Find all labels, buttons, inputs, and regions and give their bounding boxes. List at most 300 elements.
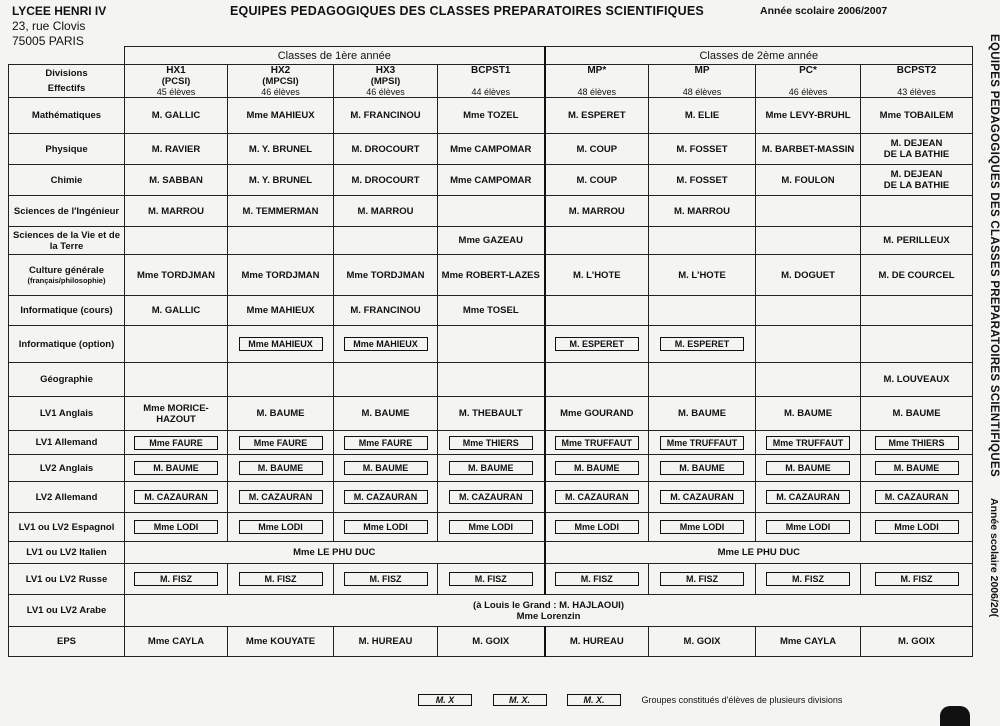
division-header	[438, 65, 545, 98]
subject-label-text: LV1 ou LV2 Italien	[26, 547, 107, 558]
teacher-name: Mme TOZEL	[463, 110, 519, 121]
teacher-cell	[125, 627, 228, 657]
subject-label	[9, 326, 125, 363]
teacher-cell	[438, 326, 545, 363]
group-teacher-box: M. ESPERET	[555, 337, 639, 351]
subject-label	[9, 255, 125, 296]
teacher-name: Mme TORDJMAN	[241, 269, 320, 281]
group-teacher-box: M. BAUME	[449, 461, 533, 475]
corner-empty	[9, 47, 125, 65]
teacher-name: M. COUP	[576, 174, 618, 186]
division-name: PC*	[799, 65, 817, 76]
subject-label-text: LV2 Allemand	[35, 491, 98, 503]
teacher-cell	[756, 513, 861, 542]
teacher-cell	[334, 296, 438, 326]
teacher-cell	[438, 397, 545, 431]
subject-label	[9, 564, 125, 595]
teacher-cell	[756, 627, 861, 657]
table-row	[9, 134, 973, 165]
teacher-name: M. DROCOURT	[351, 143, 420, 155]
teacher-cell	[125, 296, 228, 326]
teacher-name: M. Y. BRUNEL	[248, 174, 313, 186]
subject-label-text: Physique	[45, 143, 88, 155]
teacher-cell	[861, 165, 973, 196]
teacher-cell	[438, 98, 545, 134]
teacher-cell	[438, 564, 545, 595]
division-subtitle	[861, 76, 972, 87]
teacher-cell	[649, 513, 756, 542]
teacher-cell	[861, 482, 973, 513]
subject-label-text: Informatique (option)	[18, 338, 115, 350]
division-name: BCPST1	[471, 65, 511, 76]
group-teacher-box: Mme LODI	[344, 520, 428, 534]
teacher-cell-merged: Mme LE PHU DUC	[545, 542, 973, 564]
subject-label-text: LV1 ou LV2 Russe	[25, 573, 108, 585]
teacher-cell	[649, 455, 756, 482]
teacher-name: Mme MAHIEUX	[246, 305, 315, 316]
teacher-cell	[861, 227, 973, 255]
teacher-cell	[545, 165, 649, 196]
teacher-name: M. BARBET-MASSIN	[761, 143, 855, 155]
table-row	[9, 455, 973, 482]
school-year: Année scolaire 2006/2007	[760, 5, 888, 17]
teacher-cell	[861, 627, 973, 657]
group-teacher-box: Mme MAHIEUX	[239, 337, 323, 351]
teacher-cell	[334, 326, 438, 363]
group-teacher-box: Mme TRUFFAUT	[766, 436, 851, 450]
teacher-cell	[125, 98, 228, 134]
division-header	[334, 65, 438, 98]
teacher-name: M. FOSSET	[676, 174, 728, 186]
group-teacher-box: Mme LODI	[449, 520, 533, 534]
side-year-text: Année scolaire 2006/20(	[988, 498, 1000, 618]
teacher-cell	[228, 482, 334, 513]
subject-label-text: LV2 Anglais	[39, 462, 94, 474]
teacher-name: M. MARROU	[674, 205, 730, 217]
teacher-cell	[438, 455, 545, 482]
teacher-cell	[438, 227, 545, 255]
teacher-cell-merged: (à Louis le Grand : M. HAJLAOUI) Mme Lorenzin	[125, 595, 973, 627]
side-title-text: EQUIPES PEDAGOGIQUES DES CLASSES PREPARATOIRES SCIENTIFIQUES	[988, 34, 1000, 477]
teacher-cell-merged: Mme LE PHU DUC	[125, 542, 545, 564]
teacher-cell	[756, 397, 861, 431]
table-row	[9, 363, 973, 397]
teacher-name: Mme KOUYATE	[245, 636, 316, 647]
subject-label-text: Chimie	[50, 174, 83, 186]
group-teacher-box: Mme LODI	[766, 520, 850, 534]
teacher-cell	[861, 431, 973, 455]
teacher-name: M. MARROU	[568, 205, 625, 217]
group-teacher-box: Mme FAURE	[344, 436, 428, 450]
teacher-name: M. Y. BRUNEL	[248, 143, 313, 155]
division-headcount: 43 élèves	[897, 87, 936, 97]
division-subtitle	[756, 76, 860, 87]
subject-label-text: LV1 ou LV2 Arabe	[26, 605, 107, 616]
teacher-cell	[334, 227, 438, 255]
teacher-cell	[861, 363, 973, 397]
table-row	[9, 513, 973, 542]
division-name: BCPST2	[896, 65, 937, 76]
subject-label-text: Sciences de la Vie et de la Terre	[12, 229, 121, 252]
teacher-cell	[228, 363, 334, 397]
teacher-cell	[861, 134, 973, 165]
teacher-cell	[125, 165, 228, 196]
teacher-cell	[334, 513, 438, 542]
group-teacher-box: Mme MAHIEUX	[344, 337, 428, 351]
divisions-label-text: Divisions	[45, 68, 88, 79]
table-row	[9, 482, 973, 513]
group-teacher-box: M. FISZ	[449, 572, 533, 586]
teacher-cell	[545, 482, 649, 513]
division-header	[545, 65, 649, 98]
teacher-name: M. DROCOURT	[351, 174, 420, 186]
division-name: MP	[694, 65, 710, 76]
subject-label	[9, 196, 125, 227]
teacher-name: Mme GOURAND	[560, 408, 634, 419]
teacher-name: Mme CAMPOMAR	[450, 174, 532, 186]
teacher-name: M. FOSSET	[676, 143, 728, 155]
teacher-cell	[334, 627, 438, 657]
subject-label-text: LV1 Anglais	[39, 408, 94, 419]
teacher-cell	[334, 455, 438, 482]
division-headcount: 48 élèves	[682, 87, 722, 97]
subject-label	[9, 363, 125, 397]
group-teacher-box: M. FISZ	[660, 572, 744, 586]
group-teacher-box: M. FISZ	[239, 572, 323, 586]
side-title	[982, 34, 1000, 718]
teacher-cell	[228, 326, 334, 363]
teacher-cell	[861, 255, 973, 296]
group-teacher-box: M. FISZ	[134, 572, 218, 586]
group-teacher-box: Mme LODI	[134, 520, 218, 534]
teacher-cell	[125, 455, 228, 482]
teacher-cell	[334, 255, 438, 296]
teacher-name: M. DEJEAN DE LA BATHIE	[883, 169, 950, 191]
group-teacher-box: M. BAUME	[239, 461, 323, 475]
teacher-name: M. BAUME	[892, 408, 941, 419]
group-teacher-box: M. FISZ	[555, 572, 639, 586]
teacher-cell	[756, 98, 861, 134]
teacher-cell	[545, 455, 649, 482]
group-teacher-box: Mme THIERS	[875, 436, 959, 450]
teacher-cell	[125, 564, 228, 595]
teacher-name: M. COUP	[576, 143, 618, 155]
table-row	[9, 165, 973, 196]
teacher-name: Mme TORDJMAN	[346, 269, 425, 281]
teacher-name: M. BAUME	[678, 408, 727, 419]
table-body	[9, 98, 973, 657]
teacher-cell	[756, 227, 861, 255]
table-row	[9, 227, 973, 255]
teacher-cell	[228, 165, 334, 196]
group-teacher-box: Mme TRUFFAUT	[555, 436, 640, 450]
division-header	[756, 65, 861, 98]
teacher-name: M. DOGUET	[781, 269, 835, 281]
teacher-name: M. FRANCINOU	[350, 305, 421, 316]
subject-label	[9, 455, 125, 482]
teacher-cell	[649, 482, 756, 513]
division-header	[861, 65, 973, 98]
group-teacher-box: M. BAUME	[766, 461, 850, 475]
division-name: HX3	[375, 65, 396, 76]
group-teacher-box: M. CAZAURAN	[875, 490, 959, 504]
group-teacher-box: M. FISZ	[766, 572, 850, 586]
teacher-name: Mme ROBERT-LAZES	[441, 269, 540, 281]
subject-label	[9, 98, 125, 134]
table-row	[9, 431, 973, 455]
division-name: MP*	[587, 65, 607, 76]
teacher-name: M. ELIE	[684, 110, 720, 121]
teacher-cell	[861, 564, 973, 595]
subject-label	[9, 627, 125, 657]
teacher-cell	[861, 455, 973, 482]
division-headcount: 46 élèves	[261, 87, 300, 97]
teacher-cell	[334, 363, 438, 397]
group-teacher-box: Mme LODI	[875, 520, 959, 534]
teacher-cell	[438, 482, 545, 513]
division-headcount: 48 élèves	[577, 87, 617, 97]
teacher-cell	[756, 326, 861, 363]
teacher-name: M. GALLIC	[151, 110, 201, 121]
teacher-name: Mme MAHIEUX	[246, 110, 315, 121]
teacher-cell	[545, 227, 649, 255]
teacher-name: M. PERILLEUX	[883, 235, 950, 246]
legend-box-1: M. X	[418, 694, 472, 706]
effectifs-label-text: Effectifs	[47, 83, 86, 94]
teacher-cell	[545, 564, 649, 595]
teacher-cell	[438, 255, 545, 296]
teacher-name: M. SABBAN	[149, 174, 203, 186]
teacher-cell	[125, 363, 228, 397]
teacher-cell	[649, 296, 756, 326]
teacher-name: M. L'HOTE	[572, 269, 621, 281]
teacher-name: M. THEBAULT	[458, 408, 523, 419]
group-teacher-box: Mme FAURE	[134, 436, 218, 450]
page-corner-mark	[940, 706, 970, 726]
group-second-year: Classes de 2ème année	[545, 47, 973, 65]
table-row	[9, 542, 973, 564]
teacher-cell	[756, 296, 861, 326]
teacher-name: M. L'HOTE	[678, 269, 726, 281]
subject-label	[9, 165, 125, 196]
teacher-cell	[228, 455, 334, 482]
division-subtitle: (PCSI)	[161, 76, 191, 87]
group-teacher-box: M. CAZAURAN	[766, 490, 850, 504]
table-row	[9, 627, 973, 657]
subject-label	[9, 595, 125, 627]
group-teacher-box: M. BAUME	[134, 461, 218, 475]
teacher-name: M. HUREAU	[569, 636, 624, 647]
teacher-cell	[438, 296, 545, 326]
teacher-cell	[649, 165, 756, 196]
teacher-cell	[861, 296, 973, 326]
teacher-cell	[649, 431, 756, 455]
division-headcount: 44 élèves	[471, 87, 511, 97]
teacher-cell	[756, 431, 861, 455]
school-address-line2: 75005 PARIS	[12, 34, 84, 48]
group-teacher-box: M. FISZ	[344, 572, 428, 586]
teacher-cell	[649, 397, 756, 431]
table-row	[9, 196, 973, 227]
group-teacher-box: Mme FAURE	[239, 436, 323, 450]
division-header	[228, 65, 334, 98]
teacher-cell	[861, 98, 973, 134]
group-teacher-box: M. CAZAURAN	[344, 490, 428, 504]
teacher-cell	[438, 363, 545, 397]
teacher-cell	[756, 482, 861, 513]
subject-label	[9, 397, 125, 431]
teacher-name: Mme CAYLA	[147, 636, 205, 647]
table-row	[9, 326, 973, 363]
teacher-name: M. MARROU	[148, 205, 204, 217]
teacher-cell	[228, 196, 334, 227]
teacher-cell	[228, 296, 334, 326]
teacher-name: Mme MORICE- HAZOUT	[143, 402, 209, 425]
subject-label-text: EPS	[56, 636, 76, 647]
teacher-cell	[545, 296, 649, 326]
division-headcount: 46 élèves	[366, 87, 405, 97]
teacher-cell	[438, 165, 545, 196]
school-name: LYCEE HENRI IV	[12, 4, 107, 18]
teacher-cell	[438, 196, 545, 227]
subject-label-text: Culture générale	[29, 265, 104, 276]
teacher-cell	[334, 165, 438, 196]
teacher-cell	[125, 227, 228, 255]
table-row	[9, 255, 973, 296]
school-header	[12, 4, 106, 49]
teacher-cell	[125, 431, 228, 455]
teacher-cell	[861, 513, 973, 542]
teacher-cell	[861, 326, 973, 363]
teacher-cell	[125, 482, 228, 513]
teacher-cell	[649, 627, 756, 657]
table-row	[9, 98, 973, 134]
division-subtitle	[438, 76, 544, 87]
teacher-cell	[438, 513, 545, 542]
divisions-label	[9, 65, 125, 98]
division-name: HX2	[270, 65, 291, 76]
teacher-cell	[545, 326, 649, 363]
group-teacher-box: M. CAZAURAN	[239, 490, 323, 504]
teacher-cell	[649, 98, 756, 134]
subject-label	[9, 482, 125, 513]
subject-label-text: Mathématiques	[31, 110, 102, 121]
subject-label	[9, 431, 125, 455]
group-teacher-box: Mme LODI	[239, 520, 323, 534]
teacher-name: Mme TORDJMAN	[137, 269, 215, 281]
teacher-cell	[649, 564, 756, 595]
teacher-name: M. FOULON	[781, 174, 835, 186]
group-teacher-box: M. ESPERET	[660, 337, 744, 351]
teacher-cell	[334, 134, 438, 165]
teacher-cell	[438, 134, 545, 165]
subject-label	[9, 542, 125, 564]
teacher-cell	[649, 326, 756, 363]
subject-label-text: Géographie	[40, 374, 93, 385]
teacher-name: M. FRANCINOU	[350, 110, 421, 121]
teacher-cell	[756, 165, 861, 196]
group-teacher-box: Mme LODI	[660, 520, 744, 534]
teacher-cell	[125, 326, 228, 363]
group-first-year: Classes de 1ère année	[125, 47, 545, 65]
group-teacher-box: M. FISZ	[875, 572, 959, 586]
teacher-name: M. MARROU	[357, 205, 414, 217]
group-teacher-box: M. CAZAURAN	[134, 490, 218, 504]
teacher-cell	[545, 196, 649, 227]
group-teacher-box: M. BAUME	[344, 461, 428, 475]
teacher-name: Mme CAMPOMAR	[450, 143, 532, 155]
teacher-cell	[756, 196, 861, 227]
teacher-name: Mme CAYLA	[779, 636, 837, 647]
teacher-cell	[545, 431, 649, 455]
teacher-name: M. BAUME	[256, 408, 305, 419]
group-teacher-box: M. BAUME	[660, 461, 744, 475]
teacher-name: Mme LEVY-BRUHL	[765, 110, 851, 121]
group-teacher-box: Mme TRUFFAUT	[660, 436, 745, 450]
teacher-cell	[649, 227, 756, 255]
subject-label-text: Informatique (cours)	[20, 305, 113, 316]
teacher-name: M. HUREAU	[358, 636, 413, 647]
teacher-cell	[649, 363, 756, 397]
division-name: HX1	[166, 65, 186, 76]
teacher-name: M. LOUVEAUX	[883, 374, 950, 385]
division-subtitle: (MPCSI)	[262, 76, 299, 87]
teacher-name: M. RAVIER	[151, 143, 201, 155]
teacher-cell	[545, 627, 649, 657]
teacher-cell	[861, 397, 973, 431]
division-subtitle	[649, 76, 755, 87]
group-teacher-box: M. CAZAURAN	[555, 490, 639, 504]
teacher-cell	[649, 134, 756, 165]
teacher-cell	[125, 513, 228, 542]
division-header	[125, 65, 228, 98]
group-teacher-box: M. BAUME	[875, 461, 959, 475]
teacher-cell	[334, 482, 438, 513]
teacher-cell	[545, 98, 649, 134]
legend-box-2: M. X.	[493, 694, 547, 706]
teacher-cell	[649, 196, 756, 227]
subject-label	[9, 227, 125, 255]
teacher-cell	[228, 98, 334, 134]
teacher-name: M. BAUME	[784, 408, 833, 419]
group-teacher-box: Mme THIERS	[449, 436, 533, 450]
page-title: EQUIPES PEDAGOGIQUES DES CLASSES PREPARATOIRES SCIENTIFIQUES	[230, 4, 704, 18]
teacher-name: M. BAUME	[361, 408, 410, 419]
group-header-row	[9, 47, 973, 65]
teacher-cell	[334, 564, 438, 595]
subject-sublabel: (français/philosophie)	[27, 276, 106, 285]
teacher-cell	[649, 255, 756, 296]
teacher-cell	[756, 455, 861, 482]
teacher-cell	[438, 431, 545, 455]
group-teacher-box: M. BAUME	[555, 461, 639, 475]
teacher-cell	[125, 397, 228, 431]
teacher-name: M. GOIX	[898, 636, 935, 647]
subject-label	[9, 513, 125, 542]
teacher-cell	[228, 255, 334, 296]
division-headcount: 46 élèves	[788, 87, 828, 97]
subject-label-text: Sciences de l'Ingénieur	[13, 205, 120, 217]
school-address-line1: 23, rue Clovis	[12, 19, 86, 33]
teacher-cell	[545, 134, 649, 165]
teacher-name: Mme TOSEL	[462, 305, 519, 316]
teacher-cell	[334, 397, 438, 431]
subject-label-text: LV1 Allemand	[35, 437, 98, 448]
teacher-name: M. GALLIC	[151, 305, 201, 316]
division-header	[649, 65, 756, 98]
teacher-cell	[545, 513, 649, 542]
subject-label	[9, 134, 125, 165]
